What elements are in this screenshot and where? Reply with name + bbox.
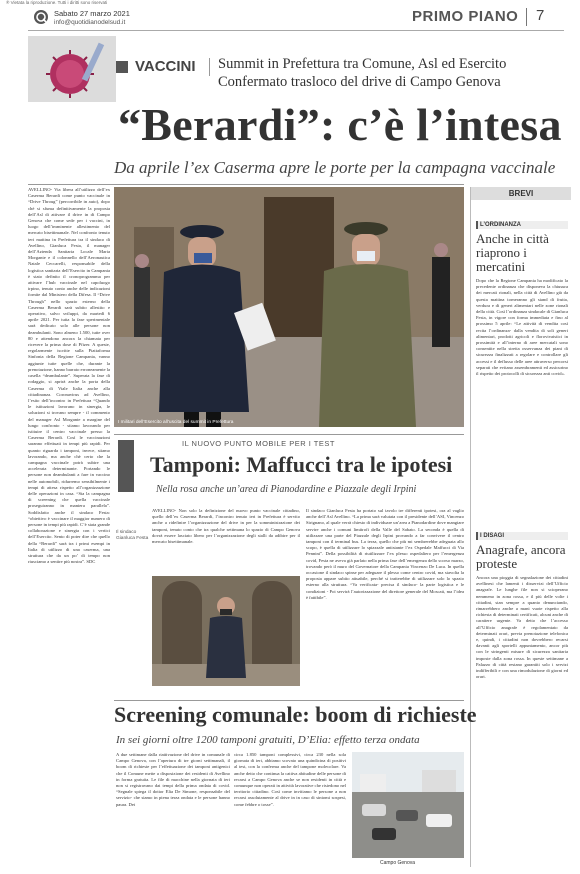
sidebar-header: BREVI <box>471 187 571 200</box>
screening-subheadline: In sei giorni oltre 1200 tamponi gratuiti, D’Elia: effetto terza ondata <box>116 734 420 746</box>
brief-2-body: Ancora una pioggia di segnalazione dei cittadini avellinesi che lamenti i disservizi dell’Ufficio anagrafe. Le lunghe file non si scioperano nemmeno in zona rossa, e il più delle volte i cittadini, stan sempre a quanto denunciando, rimarrebbero anche a mani vuote rispetto alla richiesta di determinati certificati, alcuni anche di carattere urgente. Va detto che l’accesso all’Ufficio anagrafe è regolamentato da determinati orari, previa prenotazione telefonica e, quindi, i cittadini non dovrebbero recarsi davanti agli sportelli appuntamento, ancor più con le stringenti misure di sicurezza sanitaria imposte dalla zona rossa. In queste settimane a Palazzo di città restano garantiti solo i servizi indifferibili e con una rimodulazione di giorni ed orari. <box>476 575 568 680</box>
article-deck-1: Summit in Prefettura tra Comune, Asl ed Esercito <box>218 56 507 72</box>
article-subheadline: Da aprile l’ex Caserma apre le porte per la campagna vaccinale <box>114 158 556 177</box>
kicker-marker <box>116 61 128 73</box>
tamponi-kicker: IL NUOVO PUNTO MOBILE PER I TEST <box>182 439 335 448</box>
tamponi-body-col2: Il sindaco Gianluca Festa ha portato sul tavolo tre differenti ipotesi, ora al vaglio anche dell’Asl Avellino. “La prima sarà valutata con il presidente dell’ASI, Vincenzo Sirignano, al quale verrà chiesto di individuare un’area a Pianodardine dove mangiare servire anche i comuni limitrofi della Valle del Sabato. La seconda è quella di utilizzare una parte del Piazzale degli Irpini provando a far convivere il centro tamponi con il terminal bus. La terza, quello che più mi sembrerebbe adeguata allo scopo, è quella di utilizzare lo spiazzale antistante l’ex Ospedale Maffucci di Via Pennini”. Della possibilità di riutilizzare l’ex plesso ospedaliero per l’emergenza covid, Festa ne aveva già parlato nella prima fase dell’emergenza dello scorso marzo, trovando però il muro del Governatore della Campania Vincenzo De Luca. In quella occasione il sindaco spinse per adeguare il plesso come centro covid, ma stavolta la proposta appare subito attuabile, perché si tratterebbe di utilizzare solo lo spazio esterno alla struttura. “Va verificata- precisa il sindaco- la parte logistica e le condizioni - Poi servirà l’autorizzazione del direttore generale del Moscati, ma l’idea è fattibile”. <box>306 508 464 600</box>
newspaper-logo-icon <box>34 10 48 24</box>
brief-1-label: L’ORDINANZA <box>476 221 568 229</box>
copyright-notice: ® Vietata la riproduzione. Tutti i diritti sono riservati <box>6 0 108 5</box>
tamponi-marker <box>118 440 134 492</box>
mayor-photo <box>152 576 300 686</box>
article-headline: “Berardi”: c’è l’intesa <box>118 99 562 150</box>
tamponi-subheadline: Nella rosa anche un’area di Pianodardine e Piazzale degli Irpini <box>156 484 417 495</box>
tamponi-top-rule <box>114 434 464 435</box>
brief-2-title: Anagrafe, ancora proteste <box>476 542 566 571</box>
header-rule <box>28 30 564 31</box>
brief-2-label: I DISAGI <box>476 532 568 540</box>
soldiers-photo-caption: I militari dell’Esercito all’uscita del summit in Prefettura <box>118 420 234 425</box>
article-kicker: VACCINI <box>135 58 196 75</box>
header-divider <box>526 8 527 26</box>
campo-genova-photo <box>352 752 464 858</box>
tamponi-headline: Tamponi: Maffucci tra le ipotesi <box>150 452 453 477</box>
page-number: 7 <box>536 7 545 24</box>
article-deck-2: Confermato trasloco del drive di Campo Genova <box>218 74 501 90</box>
screening-headline: Screening comunale: boom di richieste <box>114 702 477 727</box>
brief-1-body: Dopo che la Regione Campania ha modificato la precedente ordinanza che disponeva la chiusura dei mercati rionali, nella città di Avellino già da questa mattina torneranno gli stand di frutta, verdura e di generi alimentari nelle zone rionali della città. Così l’ordinanza sindacale di Gianluca Festa, in vigore con forma immediata e fino al prossimo 5 aprile: “Le attività di vendita così recita l’ordinanza- dalla vendita di soli generi alimentari, prodotti agricoli e florovivaistici in prossimità e all’interno di aree mercatali sono consentite nella stretta osservanza dei piani di sicurezza finalizzati a regolare e controllare gli accessi e il deflusso delle aree attraverso percorsi separati che evitano assembramenti ed assicurino il rispetto dei protocolli di sicurezza anti covid». <box>476 278 568 377</box>
soldiers-photo <box>114 187 464 427</box>
virus-illustration <box>28 36 116 102</box>
screening-body-col1: A due settimane dalla riattivazione del drive in comunale di Campo Genova, con l’apertura di tre giorni settimanali, il boom di richieste per l’effettuazione dei tamponi antigenici che il Comune mette a disposizione dei residenti di Avellino in forma gratuita. Le file di macchine nella giornata di ieri non si registravano dai tempi della prima ondata di covid. “Segnale spiega il dottor Elia De Simone, responsabile del servizio- che siamo in piena terza ondata e le persone hanno paura. Dei <box>116 752 230 807</box>
sidebar-brevi <box>470 187 571 867</box>
section-title: PRIMO PIANO <box>412 8 519 25</box>
article-body: AVELLINO- Via libera all’utilizzo dell’ex Caserma Berardi come punto vaccinale in “Drive Throug” (percorribile in auto), dopo chè si sfuma definitivamente la proposta dell’Asl di attivare il drive in di Campo Genova che come sede per i vaccini, in luogo dell’imminente allestimento del mercato bisettimanale. Nel confronto tenuto ieri mattina in Prefettura tra il sindaco di Avellino, Gianluca Festa, il manager dell’Azienda Sanitaria Locale Maria Morgante e il colonnello dell’Aeronautica Natale Ceccarelli, responsabile della logistica sanitaria dell’Esercito in Campania è stato definito il cronoprogramma per attivare l’hub vaccinale nel capoluogo irpino, tenuto conto anche delle indicazioni fornite dal Ministero della Difesa. Il “Drive Through” nello spazio esterno della Caserma Berardi sarà subito allestito e operativo, salvo sviluppi, da martedì 6 aprile 2021. Per tutta la fase sperimentale sarà dedicato solo alle persone non deambulanti. Sono almeno 1.500, tutte over 80 e attendono ancora la chiamata per ricevere la prima dose di Pfizer. A queste, regolarmente iscritte sulla Piattaforma Sinfonia della Regione Campania, vanno aggiunte tutte quelle che, durante la prenotazione, hanno barrato erroneamente la casella “deambulante”. Superata la fase di rodaggio, si aprirà anche la porta della Caserma di Viale Italia anche alla cittadinanza. Coronavirus ad Avellino, l’esito dell’incontro in Prefettura “Quando le istituzioni lavorano in sinergia, le soluzioni si trovano sempre - il commento del manager Asl Morgante a margine del lungo confronto - stiamo lavorando per istituire il centro vaccinale presso la Caserma Berardi. Così le vaccinazioni saranno effettuati in tempi più rapidi. Per quanto riguarda i tamponi, invece, stiamo lavorando, ma anche chè certo che la campagna vaccinale potrà subire una accelerata determinante. Portando le persone non deambulanti a fare in vaccino nelle automobili, ridurremo sensibilmente i tempi di attesa rispetto all’organizzazione delle operazioni in casa. “Sia la campagna di screening che quella vaccinale proseguiranno in maniera parallela”. Soddisfatto anche il sindaco Festa: “obiettivo è vaccinare il maggior numero di persone in tempi più rapidi. C’è stata grande collaborazione e sinergia con i vertici dell’Esercito. Sento di poter dire che quello della “Berardi” sarà tra i primi esempi in Italia di utilizzo di una caserma, una struttura che da un po’ di tempo non riusciamo a sentire più nostra”. SDC <box>28 187 110 565</box>
contact-email: info@quotidianodelsud.it <box>54 19 126 26</box>
tamponi-body-col1: AVELLINO- Non solo la definizione del nuovo punto vaccinale cittadino, quello dell’ex Caserma Berardi, l’incontro tenuto ieri in Prefettura è servito anche a ridefinire l’organizzazione del drive in per la somministrazione dei tamponi, tenuto conto che tra qualche settimana lo spazio di Campo Genova dovrà essere lasciato libero per l’organizzazione degli stalli da adibire per il mercato bisettimanale. <box>152 508 300 545</box>
headline-rule <box>28 184 464 185</box>
kicker-divider <box>209 58 210 76</box>
campo-genova-caption: Campo Genova <box>380 860 416 866</box>
screening-body-col2: circa 1.850 tamponi complessivi, circa 230 nella sola giornata di ieri, abbiamo scovato una quindicina di positivi al test, con la conferma anche del tampone molecolare. Va anche detto che continua la cattiva abitudine delle persone di recarsi a Campo Genova anche se non residenti in città e comunque non operati in attività lavorative che risiedono nel territorio cittadino. Così come invitiamo le persone a non recarsi assolutamente al drive in in caso di sintomi sospesi, come febbre o tosse”. <box>234 752 346 807</box>
issue-date: Sabato 27 marzo 2021 <box>54 9 130 18</box>
brief-1-title: Anche in città riaprono i mercatini <box>476 231 549 274</box>
screening-top-rule <box>114 700 464 701</box>
mayor-photo-caption: Il sindaco Gianluca Festa <box>116 530 149 541</box>
